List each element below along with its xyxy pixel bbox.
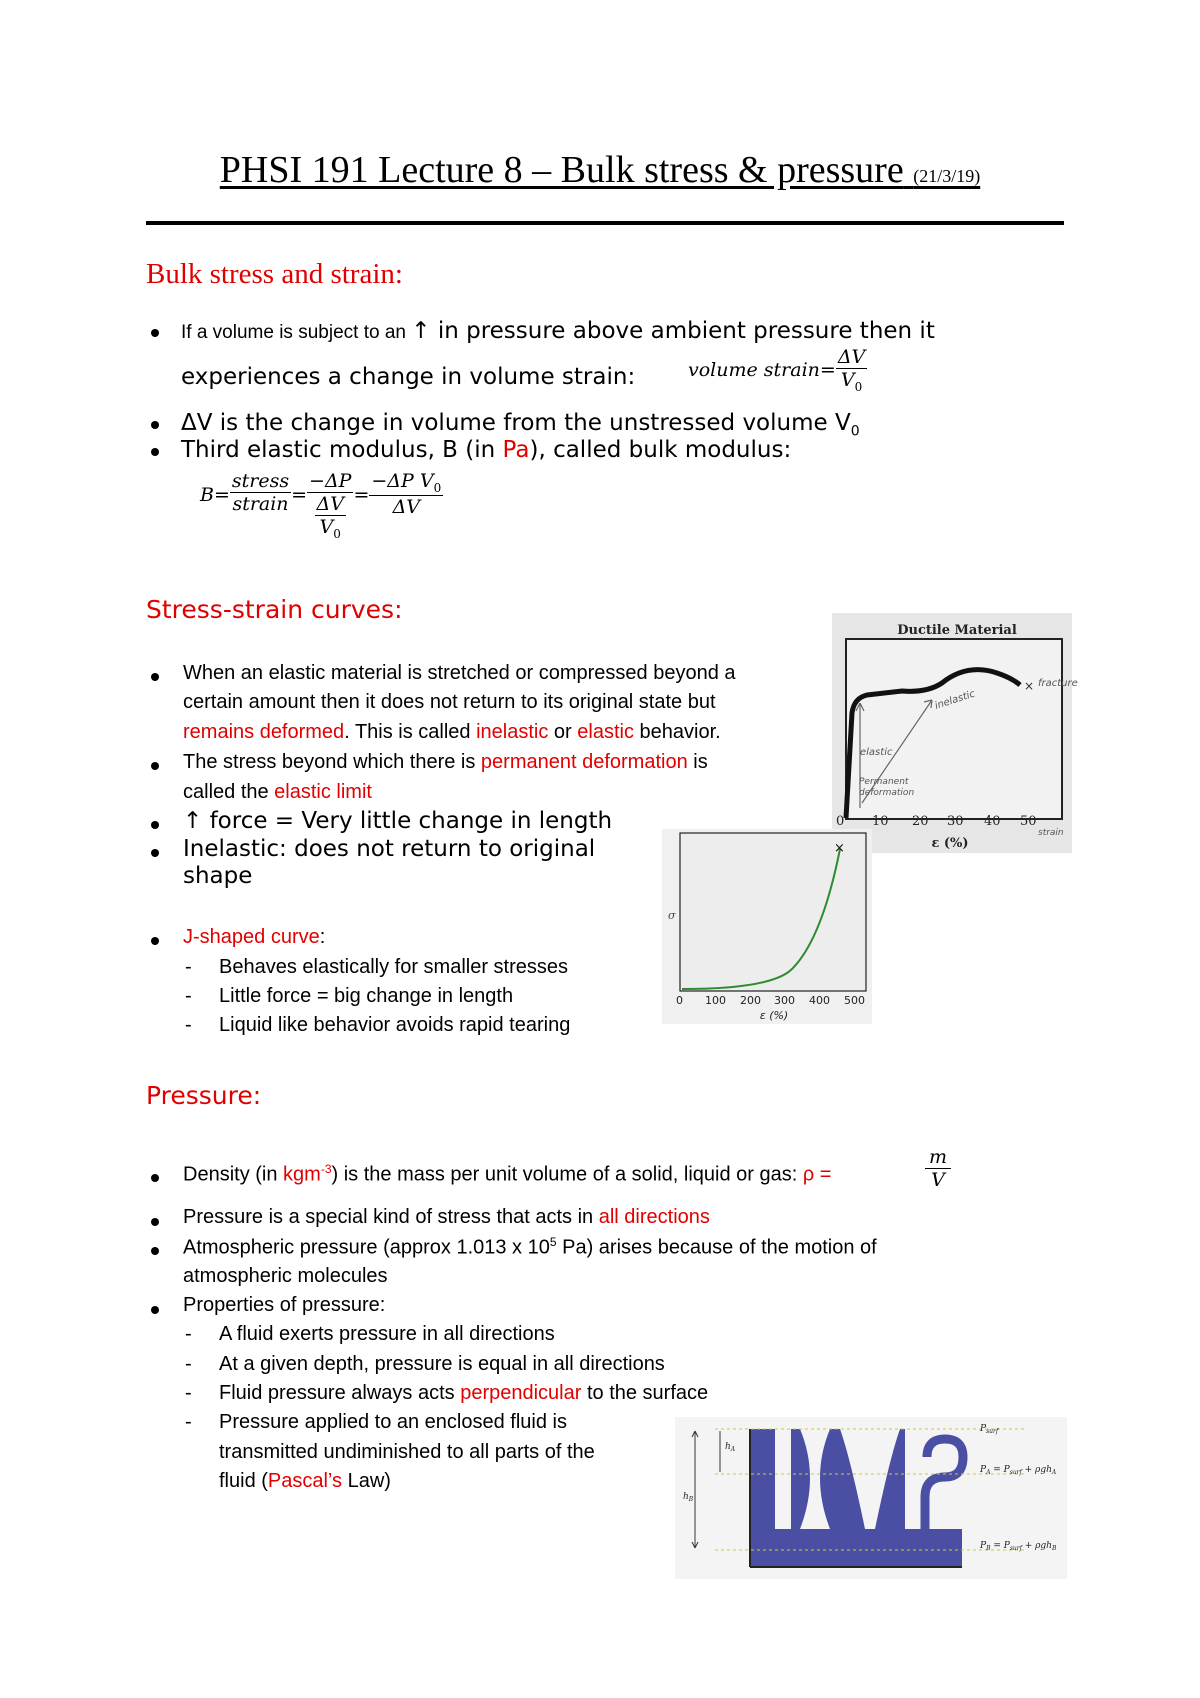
pr-sub-4-line-2: transmitted undiminished to all parts of the: [219, 1441, 595, 1463]
pr-b4: Properties of pressure:: [183, 1294, 386, 1316]
ss-sub-3: Liquid like behavior avoids rapid tearing: [219, 1014, 571, 1036]
eq-neg-dp: −ΔP: [309, 470, 352, 492]
p-b-text: P: [980, 1541, 987, 1551]
pr-sub-2: At a given depth, pressure is equal in all directions: [219, 1353, 665, 1375]
bulk-bullet-3: [181, 437, 791, 463]
ss-b1-l3-a: . This is called: [344, 721, 477, 743]
ss-b4-line-2: shape: [183, 863, 253, 889]
p-a-tail-sub: A: [1051, 1469, 1057, 1476]
ss-sub-1: Behaves elastically for smaller stresses: [219, 956, 569, 978]
ss-elastic-limit: elastic limit: [274, 781, 372, 803]
p-surf-text: P: [980, 1424, 987, 1434]
bullet: [151, 1218, 159, 1226]
ductile-material-figure: [832, 613, 1078, 853]
pascal-law-figure: [675, 1417, 1067, 1579]
rho-den: V: [931, 1169, 945, 1191]
bullet: [151, 448, 159, 456]
ss-b2-a: The stress beyond which there is: [183, 751, 481, 773]
pr-rho: ρ =: [802, 1163, 832, 1186]
eq-neg-dp-v0: −ΔP V: [371, 470, 434, 492]
eq-neg-dp-v0-sub: 0: [433, 480, 442, 495]
bulk-b1-text-c: experiences a change in volume strain:: [181, 364, 636, 390]
pr-b2-a: Pressure is a special kind of stress that acts in: [183, 1206, 599, 1228]
eq-strain: strain: [232, 493, 289, 515]
inelastic-label: inelastic: [933, 688, 977, 712]
bullet: [151, 849, 159, 857]
p-b-sub: B: [986, 1545, 991, 1552]
bullet: [151, 821, 159, 829]
p-b-eq-sub: surf: [1009, 1545, 1022, 1552]
p-a-eq: = P: [990, 1465, 1010, 1475]
p-a-sub: A: [986, 1469, 991, 1476]
bulk-b2-sub: 0: [850, 423, 860, 440]
pr-sub-1: A fluid exerts pressure in all directions: [219, 1323, 555, 1345]
pr-b3-a: Atmospheric pressure (approx 1.013 x 10: [183, 1236, 550, 1259]
pr-b3-line-1: [183, 1235, 877, 1260]
dash: -: [185, 1411, 192, 1433]
pr-s3-a: Fluid pressure always acts: [219, 1382, 461, 1404]
ss-b2-b: is: [687, 751, 708, 773]
ss-b1-l3-b: behavior.: [633, 721, 721, 743]
dash: -: [185, 1382, 192, 1404]
stress-strain-heading: Stress-strain curves:: [146, 595, 403, 624]
x-tick: 200: [740, 994, 761, 1007]
ss-b5-colon: :: [319, 926, 326, 948]
x-tick: 20: [912, 814, 929, 829]
ss-remains-deformed: remains deformed: [183, 721, 345, 743]
p-a-eq-sub: surf: [1009, 1469, 1022, 1476]
bulk-bullet-1-line-2: [181, 364, 635, 390]
h-a-sub: A: [730, 1446, 736, 1453]
deformation-label: deformation: [859, 788, 915, 798]
fracture-mark: ×: [1024, 679, 1035, 693]
ss-inelastic: inelastic: [476, 721, 549, 743]
x-tick: 30: [947, 814, 964, 829]
bulk-bullet-1-line-1: [181, 318, 935, 344]
x-tick: 40: [984, 814, 1001, 829]
eq-v0-sub: 0: [333, 526, 341, 541]
bullet: [151, 1247, 159, 1255]
p-b-tail-sub: B: [1051, 1545, 1057, 1552]
pr-s4-l3-b: Law): [342, 1470, 391, 1492]
ss-b1-line-2: certain amount then it does not return to its original state but: [183, 691, 716, 713]
ss-j-shaped-curve: J-shaped curve: [183, 926, 320, 948]
bullet: [151, 937, 159, 945]
x-tick: 400: [809, 994, 830, 1007]
bullet: [151, 421, 159, 429]
dash: -: [185, 1353, 192, 1375]
j-curve-y-label: σ: [668, 909, 676, 922]
title-main: PHSI 191 Lecture 8 – Bulk stress & pressure: [219, 149, 904, 191]
bullet: [151, 1306, 159, 1314]
bulk-bullet-2: [181, 410, 860, 440]
ss-b5: [183, 926, 325, 949]
pr-b3-sup: 5: [549, 1235, 557, 1249]
title-rule: [146, 221, 1064, 225]
dash: -: [185, 956, 192, 978]
pr-sub-4-line-3: [219, 1470, 391, 1493]
pr-pascals: Pascal’s: [267, 1470, 343, 1492]
eq-dv-2: ΔV: [392, 495, 421, 518]
rho-num: m: [925, 1146, 951, 1169]
pr-b1: [183, 1162, 831, 1187]
x-tick: 500: [844, 994, 865, 1007]
ss-b1-line-3: [183, 721, 721, 744]
rho-fraction: [925, 1146, 951, 1191]
bulk-b3-text-a: Third elastic modulus, B (in: [181, 437, 503, 463]
eq-stress: stress: [231, 470, 290, 492]
pr-perpendicular: perpendicular: [460, 1382, 582, 1404]
ss-or: or: [548, 721, 578, 743]
fracture-label: fracture: [1038, 678, 1078, 689]
strain-label: strain: [1038, 828, 1064, 838]
pr-b1-a: Density (in: [183, 1163, 284, 1186]
ss-b1-line-1: When an elastic material is stretched or compressed beyond a: [183, 662, 736, 684]
p-b-eq: = P: [990, 1541, 1010, 1551]
pr-unit: kgm: [283, 1163, 321, 1186]
x-tick: 10: [872, 814, 889, 829]
p-b-tail: + ρgh: [1021, 1541, 1052, 1551]
j-curve-x-label: ε (%): [759, 1009, 789, 1022]
up-arrow-icon: ↑: [411, 318, 431, 344]
bullet: [151, 329, 159, 337]
ductile-x-label: ε (%): [931, 836, 969, 851]
pr-sub-4-line-1: Pressure applied to an enclosed fluid is: [219, 1411, 567, 1433]
bulk-b2-text: ΔV is the change in volume from the unstressed volume V: [181, 410, 851, 436]
ductile-title: Ductile Material: [897, 623, 1017, 638]
vs-den-sub: 0: [854, 379, 863, 394]
x-tick: 300: [774, 994, 795, 1007]
bulk-b1-text-b: in pressure above ambient pressure then it: [430, 318, 935, 344]
x-tick: 50: [1020, 814, 1037, 829]
vs-denominator: V: [840, 369, 855, 391]
pr-s4-l3-a: fluid (: [219, 1470, 268, 1492]
j-curve-end-mark: ×: [834, 841, 845, 856]
p-surf-sub: surf: [986, 1428, 999, 1435]
x-tick: 0: [676, 994, 683, 1007]
x-tick: 100: [705, 994, 726, 1007]
pr-all-directions: all directions: [598, 1206, 710, 1228]
x-tick: 0: [836, 814, 845, 829]
ss-permanent-deformation: permanent deformation: [480, 751, 688, 773]
page-title: [0, 148, 1200, 192]
divider-gap: [775, 1429, 791, 1529]
elastic-label: elastic: [860, 747, 893, 758]
pr-b2: [183, 1206, 710, 1229]
eq-equals-2: =: [353, 484, 370, 506]
vs-numerator: ΔV: [837, 346, 866, 368]
eq-equals: =: [291, 484, 308, 506]
h-b-sub: B: [688, 1496, 694, 1503]
pr-s3-b: to the surface: [581, 1382, 709, 1404]
p-a-text: P: [980, 1465, 987, 1475]
ss-b3: ↑ force = Very little change in length: [183, 808, 613, 834]
pr-b1-b: ) is the mass per unit volume of a solid, liquid or gas:: [331, 1163, 803, 1186]
bulk-b3-pa: Pa: [502, 437, 530, 463]
ss-b4-line-1: Inelastic: does not return to original: [183, 836, 596, 862]
h-b-text: h: [683, 1492, 689, 1502]
bullet: [151, 673, 159, 681]
volume-strain-equation: [688, 346, 867, 394]
dash: -: [185, 1323, 192, 1345]
ss-elastic: elastic: [577, 721, 634, 743]
h-a-text: h: [725, 1442, 731, 1452]
ss-b2-line-1: [183, 751, 708, 774]
bulk-b1-text-a: If a volume is subject to an: [181, 322, 412, 343]
bulk-b3-text-b: ), called bulk modulus:: [529, 437, 792, 463]
ss-b2-c: called the: [183, 781, 275, 803]
ss-sub-2: Little force = big change in length: [219, 985, 514, 1007]
p-a-tail: + ρgh: [1021, 1465, 1052, 1475]
dash: -: [185, 1014, 192, 1036]
pr-b3-line-2: atmospheric molecules: [183, 1265, 388, 1287]
bulk-modulus-equation: [200, 470, 443, 541]
ss-b2-line-2: [183, 781, 372, 804]
permanent-label: Permanent: [859, 777, 909, 787]
j-curve-figure: [662, 829, 872, 1024]
bulk-heading: Bulk stress and strain:: [146, 258, 403, 290]
eq-v0: V: [319, 516, 334, 538]
dash: -: [185, 985, 192, 1007]
pr-unit-sup: -3: [320, 1162, 332, 1176]
bullet: [151, 1174, 159, 1182]
eq-b: B=: [200, 484, 230, 506]
title-date: (21/3/19): [913, 166, 981, 186]
vs-label: volume strain=: [688, 358, 836, 381]
pr-b3-b: Pa) arises because of the motion of: [556, 1236, 877, 1259]
pressure-heading: Pressure:: [146, 1081, 262, 1110]
bullet: [151, 762, 159, 770]
eq-dv: ΔV: [316, 493, 344, 515]
pr-sub-3: [219, 1382, 708, 1405]
